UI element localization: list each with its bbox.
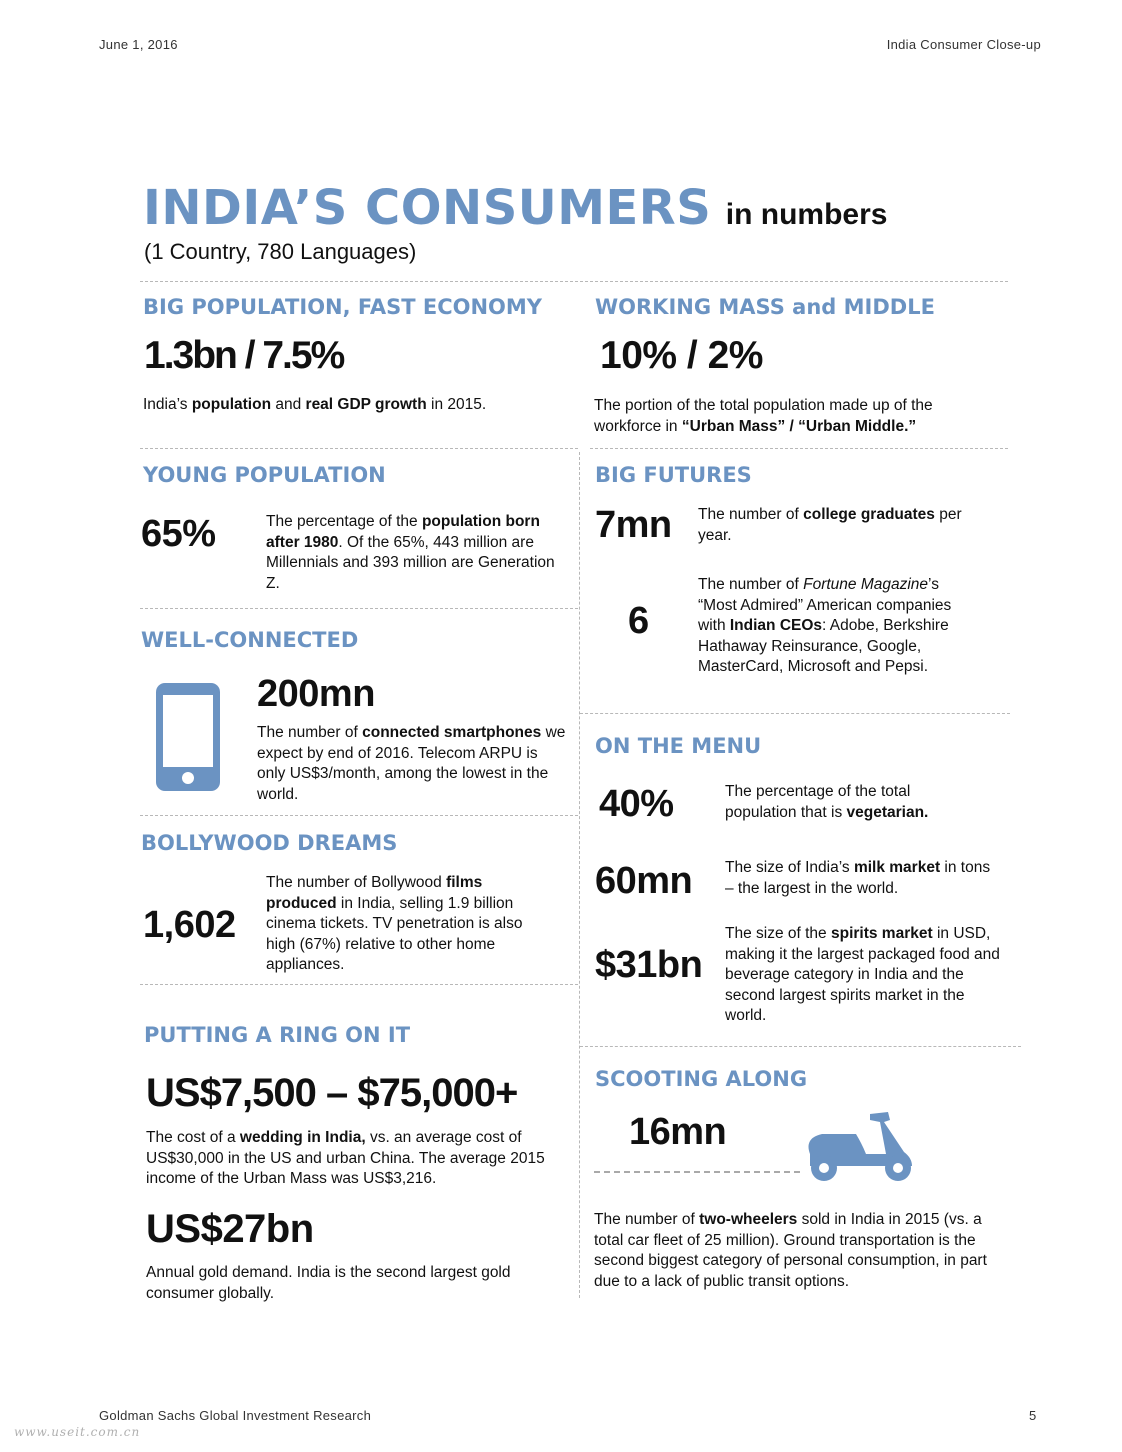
section-heading-young-population: YOUNG POPULATION [143, 463, 386, 487]
title-sub: in numbers [725, 198, 888, 231]
figure-vegetarian: 40% [599, 783, 674, 825]
figure-population-gdp: 1.3bn / 7.5% [144, 334, 344, 377]
divider [580, 713, 1010, 714]
divider [140, 815, 578, 816]
section-heading-big-population: BIG POPULATION, FAST ECONOMY [143, 295, 542, 319]
text-college-graduates: The number of college graduates per year. [698, 506, 962, 544]
figure-indian-ceos: 6 [628, 600, 649, 642]
header-report-title: India Consumer Close-up [886, 37, 1041, 52]
text-milk-market: The size of India’s milk market in tons – the largest in the world. [725, 859, 991, 897]
divider [140, 281, 1008, 282]
figure-gold-demand: US$27bn [146, 1207, 314, 1251]
text-working-mass: The portion of the total population made up of the workforce in “Urban Mass” / “Urban Middle.” [594, 397, 933, 435]
section-heading-ring: PUTTING A RING ON IT [144, 1023, 411, 1047]
text-spirits-market: The size of the spirits market in USD, making it the largest packaged food and beverage category in India and the second largest spirits market in the world. [725, 925, 1000, 1024]
smartphone-icon [156, 683, 220, 791]
road-dash-line [594, 1171, 800, 1173]
text-population-gdp: India’s population and real GDP growth in 2015. [143, 396, 487, 413]
footer-source: Goldman Sachs Global Investment Research [99, 1408, 372, 1423]
figure-milk-market: 60mn [595, 860, 693, 902]
scooter-icon [800, 1108, 918, 1184]
text-wedding-cost: The cost of a wedding in India, vs. an average cost of US$30,000 in the US and urban China. The average 2015 income of the Urban Mass was US$3,216. [146, 1129, 545, 1187]
divider [140, 448, 578, 449]
title-main: INDIA’S CONSUMERS [143, 180, 712, 236]
figure-young-population: 65% [141, 513, 216, 555]
figure-spirits-market: $31bn [595, 944, 703, 986]
text-bollywood: The number of Bollywood films produced in India, selling 1.9 billion cinema tickets. TV penetration is also high (67%) relative to other home appliances. [266, 874, 523, 973]
section-heading-scooting-along: SCOOTING ALONG [595, 1067, 808, 1091]
text-two-wheelers: The number of two-wheelers sold in India in 2015 (vs. a total car fleet of 25 million). Ground transportation is the second biggest category of personal consumption, in part due to a lack of public transit options. [594, 1211, 987, 1290]
divider [140, 608, 578, 609]
footer-page-number: 5 [1029, 1408, 1037, 1423]
column-divider [579, 452, 580, 1298]
divider [590, 448, 1008, 449]
divider [580, 1046, 1021, 1047]
text-young-population: The percentage of the population born after 1980. Of the 65%, 443 million are Millennials and 393 million are Generation Z. [266, 513, 555, 592]
divider [140, 984, 578, 985]
section-heading-well-connected: WELL-CONNECTED [141, 628, 359, 652]
header-date: June 1, 2016 [99, 37, 178, 52]
figure-smartphones: 200mn [257, 673, 375, 715]
page-subtitle: (1 Country, 780 Languages) [144, 239, 417, 264]
text-gold-demand: Annual gold demand. India is the second largest gold consumer globally. [146, 1264, 511, 1302]
figure-wedding-cost: US$7,500 – $75,000+ [146, 1071, 518, 1115]
figure-working-mass: 10% / 2% [600, 334, 763, 377]
watermark: www.useit.com.cn [14, 1425, 141, 1439]
figure-two-wheelers: 16mn [629, 1111, 727, 1153]
text-smartphones: The number of connected smartphones we expect by end of 2016. Telecom ARPU is only US$3/month, among the lowest in the world. [257, 724, 566, 803]
figure-bollywood: 1,602 [143, 904, 236, 946]
text-vegetarian: The percentage of the total population that is vegetarian. [725, 783, 929, 821]
figure-college-graduates: 7mn [595, 504, 672, 546]
section-heading-working-mass: WORKING MASS and MIDDLE [595, 295, 935, 319]
text-indian-ceos: The number of Fortune Magazine’s “Most Admired” American companies with Indian CEOs: Adobe, Berkshire Hathaway Reinsurance, Google, MasterCard, Microsoft and Pepsi. [698, 576, 952, 675]
section-heading-on-the-menu: ON THE MENU [595, 734, 762, 758]
section-heading-bollywood: BOLLYWOOD DREAMS [141, 831, 398, 855]
section-heading-big-futures: BIG FUTURES [595, 463, 752, 487]
page-title [143, 180, 887, 236]
